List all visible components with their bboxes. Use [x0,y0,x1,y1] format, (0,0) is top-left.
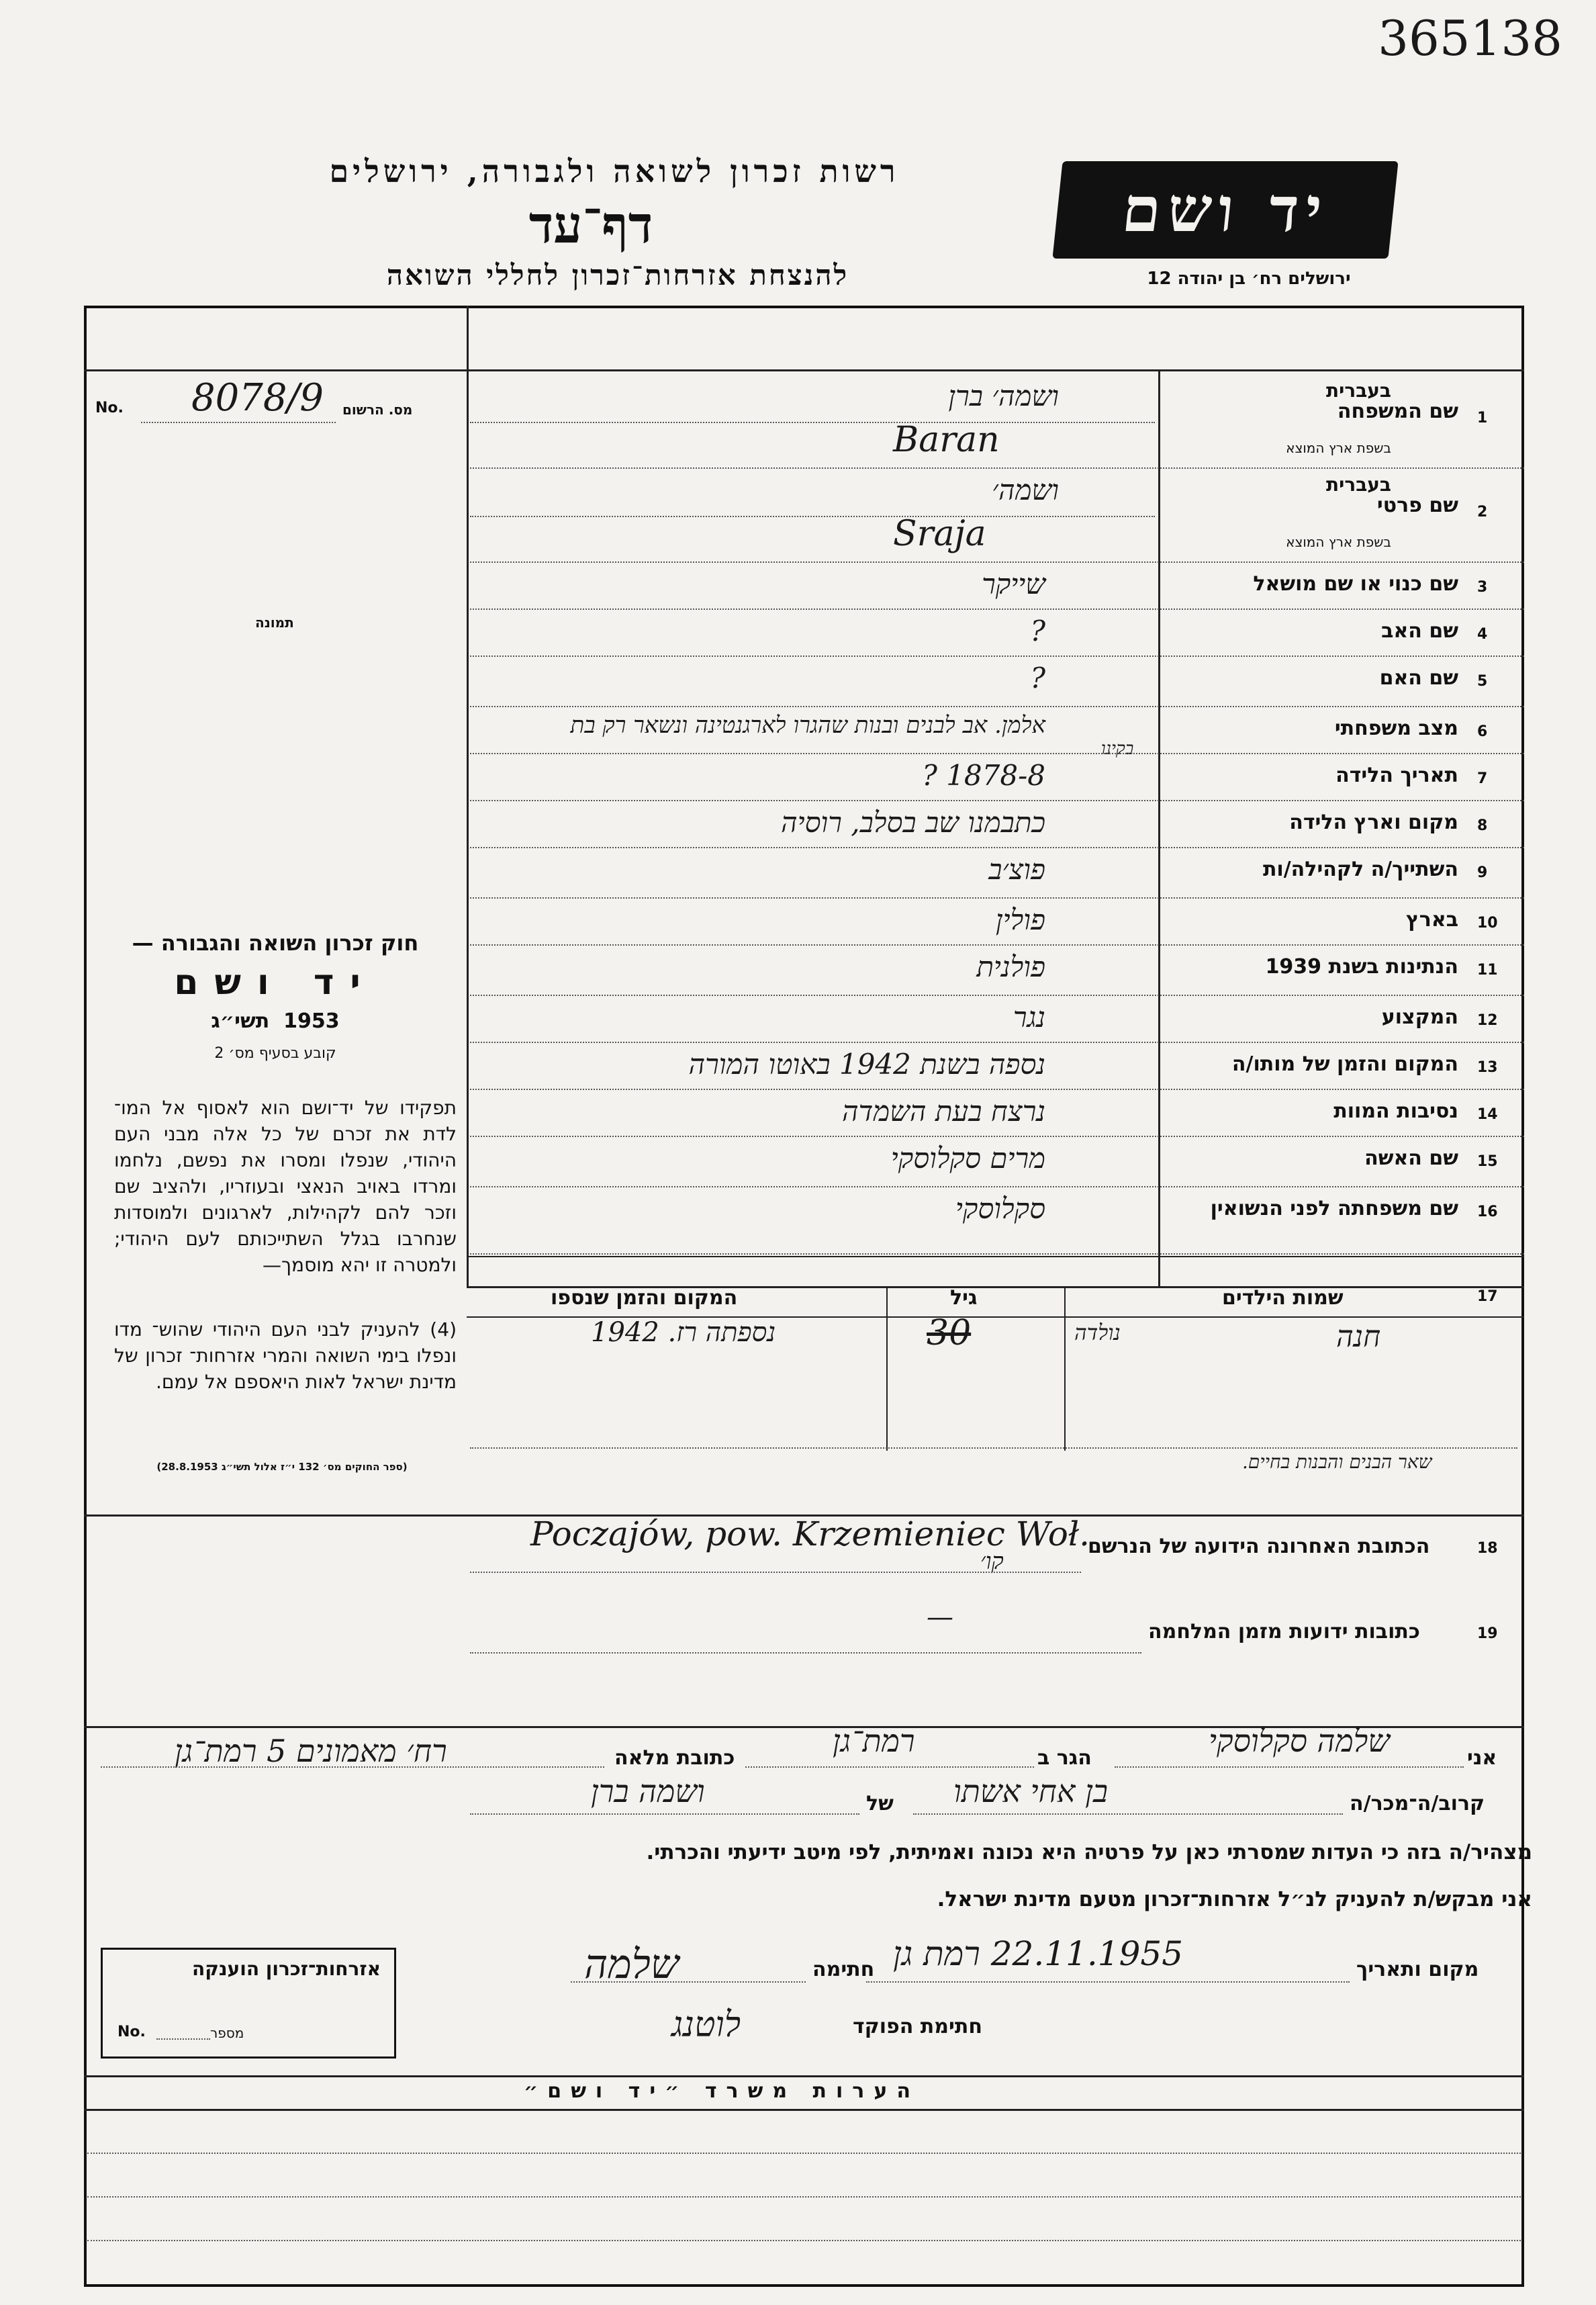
photo-label: תמונה [255,615,294,631]
field-value: נספה בשנת 1942 באוטו המורה [688,1048,1045,1081]
field-number: 2 [1477,504,1488,521]
field-number: 10 [1477,915,1498,932]
reg-label: מס. הרשום [342,402,413,418]
children-col-age: גיל [950,1286,978,1310]
law-section: קובע בסעיף מס׳ 2 [214,1045,336,1062]
field-label: תאריך הלידה [1335,764,1458,787]
field-value: סקלוסקי [955,1192,1045,1225]
field-label: בארץ [1405,908,1458,932]
field-sub-origin: בשפת ארץ המוצא [1286,534,1391,550]
decl-relative-label: קרוב/ה־מכר/ה [1350,1792,1485,1815]
field-value: פוצ׳ב [988,853,1045,886]
field-label: השתייך/ה לקהילה/ות [1262,858,1458,881]
decl-lives-value: רמת־גן [833,1723,915,1759]
child-name: חנה [1336,1320,1381,1354]
law-reference: (ספר החוקים מס׳ 132 י״ז אלול תשי״ג 28.8.1953) [156,1461,408,1473]
field-value: ? [1030,662,1045,694]
address-last-value-heb: קו׳ [980,1548,1004,1575]
law-name: יד ושם [174,962,377,1003]
address-war-value: — [927,1602,953,1633]
field-value: אלמן. אב לבנים ובנות שהגרו לארגנטינה ונשאר רק בת [570,712,1045,739]
field-label: שם האב [1381,619,1458,643]
field-label: שם המשפחה [1337,400,1458,423]
field-label: שם פרטי [1376,494,1458,517]
field-number: 5 [1477,673,1488,690]
decl-i-label: אני [1467,1746,1497,1770]
field-value-origin: Sraja [893,514,986,554]
field-label: שם כנוי או שם מושאל [1253,572,1458,596]
children-number: 17 [1477,1288,1498,1305]
decl-i-value: שלמה סקלוסקי [1209,1723,1390,1759]
award-box-no: No. [118,2024,146,2040]
children-note: שאר הבנים והבנות בחיים. [1242,1451,1432,1473]
address-last-number: 18 [1477,1540,1498,1557]
address-war-number: 19 [1477,1625,1498,1642]
address-war-label: כתובות ידועות מזמן המלחמה [1148,1620,1420,1643]
form-subtitle: להנצחת אזרחות־זכרון לחללי השואה [386,259,849,291]
field-number: 8 [1477,817,1488,834]
yad-vashem-logo: יד ושם [1052,161,1398,259]
decl-full-address-label: כתובת מלאה [614,1746,735,1770]
child-place: נספתה רז. 1942 [591,1317,776,1348]
field-value: 1878-8 ? [922,759,1045,792]
law-year: 1953 [283,1009,340,1033]
decl-place-date-label: מקום ותאריך [1356,1958,1479,1981]
award-box [101,1948,396,2059]
address-line: ירושלים רח׳ בן יהודה 12 [1147,269,1351,289]
office-notes-title: הערות משרד ״יד ושם״ [524,2079,920,2103]
field-number: 16 [1477,1204,1498,1220]
field-number: 3 [1477,579,1488,596]
decl-relative-value: בן אחי אשתו [953,1773,1109,1809]
law-text-2: (4) להעניק לבני העם היהודי שהוש־ מדו ונפלו בימי השואה והמרי אזרחות־ זכרון של מדינת ישראל לאות היאספם אל עמם. [114,1318,457,1393]
decl-lives-label: הגר ב [1037,1746,1092,1770]
award-box-title: אזרחות־זכרון הוענקה [192,1958,381,1980]
field-value: שייקר [982,568,1045,600]
field-value: ? [1030,615,1045,647]
field-label: המקצוע [1381,1005,1458,1029]
field-value: כתבמנו שב בסלב, רוסיה [781,806,1045,839]
law-block [107,930,443,1062]
authority-title: רשות זכרון לשואה ולגבורה, ירושלים [329,153,900,189]
reg-no-label: No. [95,400,124,416]
child-relation: נולדה [1074,1320,1121,1345]
field-value-hebrew: ושמה׳ [992,473,1059,506]
field-number: 12 [1477,1012,1498,1029]
field-sub-hebrew: בעברית [1325,379,1391,402]
field-number: 1 [1477,410,1488,426]
children-col-names: שמות הילדים [1222,1286,1344,1310]
decl-place-date-value: 22.11.1955 רמת גן [893,1934,1184,1973]
form-title: דף־עד [528,195,653,255]
field-value-origin: Baran [893,420,1000,460]
field-value: מרים סקלוסקי [890,1142,1045,1175]
stamp-number: 365138 [1378,10,1562,66]
column-divider [467,306,469,1286]
field-value-extra: בקינו [1101,739,1134,759]
field-label: מקום וארץ הלידה [1289,811,1458,834]
field-value: נגר [1013,1001,1045,1034]
decl-officer-label: חתימת הפוקד [853,2015,982,2038]
field-label: מצב משפחתי [1334,717,1458,740]
address-last-label: הכתובת האחרונה הידועה של הנרשם [1088,1535,1430,1558]
law-title: חוק זכרון השואה והגבורה — [132,930,419,956]
children-col-place: המקום והזמן שנספו [551,1286,738,1310]
field-number: 11 [1477,962,1498,979]
field-value: פולין [995,903,1045,936]
decl-statement-1: מצהיר/ה בזה כי העדות שמסרתי כאן על פרטיה היא נכונה ואמיתית, לפי מיטב ידיעתי והכרתי. [646,1840,1532,1864]
field-number: 6 [1477,723,1488,740]
field-sub-origin: בשפת ארץ המוצא [1286,440,1391,456]
decl-of-value: ושמה ברן [591,1773,705,1809]
field-sub-hebrew: בעברית [1325,473,1391,496]
field-label: שם משפחתה לפני הנשואין [1210,1197,1458,1220]
field-number: 4 [1477,626,1488,643]
field-number: 15 [1477,1153,1498,1170]
field-number: 9 [1477,864,1488,881]
field-number: 14 [1477,1106,1498,1123]
decl-full-address-value: רח׳ מאמונים 5 רמת־גן [175,1733,447,1769]
field-value: פולנית [976,950,1045,983]
field-value-hebrew: ושמה׳ ברן [948,379,1059,412]
decl-statement-2: אני מבקש/ת להעניק לנ״ל אזרחות־זכרון מטעם מדינת ישראל. [937,1887,1532,1911]
address-last-value: Poczajów, pow. Krzemieniec Woł. [530,1515,1090,1553]
reg-no-value: 8078/9 [191,376,324,420]
decl-of-label: של [866,1792,894,1815]
field-value: נרצח בעת השמדה [841,1095,1045,1128]
law-year-heb: תשי״ג [211,1009,270,1033]
field-label: שם האם [1379,666,1458,690]
field-number: 13 [1477,1059,1498,1076]
award-box-number-label: מספר [210,2025,244,2041]
decl-signature-label: חתימה [812,1958,875,1981]
decl-officer-signature: לוטנג [671,2005,741,2045]
field-label: המקום והזמן של מותו/ה [1231,1052,1458,1076]
child-age: 30 [927,1313,972,1353]
field-label: נסיבות המוות [1333,1099,1458,1123]
field-label: הנתינות בשנת 1939 [1265,955,1458,979]
law-text-1: תפקידו של יד־ושם הוא לאסוף אל המו־ לדת את זכרם של כל אלה מבני העם היהודי, שנפלו ומסרו את נפשם, נלחמו ומרדו באויב הנאצי ובעוזריו, ולהציב שם וזכר להם לקהילות, לארגונים ולמוסדות שנחרבו בגלל השתייכותם לעם היהודי; ולמטרה זו יהא מוסמך— [114,1097,457,1276]
label-divider [1158,369,1160,1286]
field-number: 7 [1477,770,1488,787]
decl-signature: שלמה [584,1941,679,1988]
field-label: שם האשה [1364,1146,1458,1170]
